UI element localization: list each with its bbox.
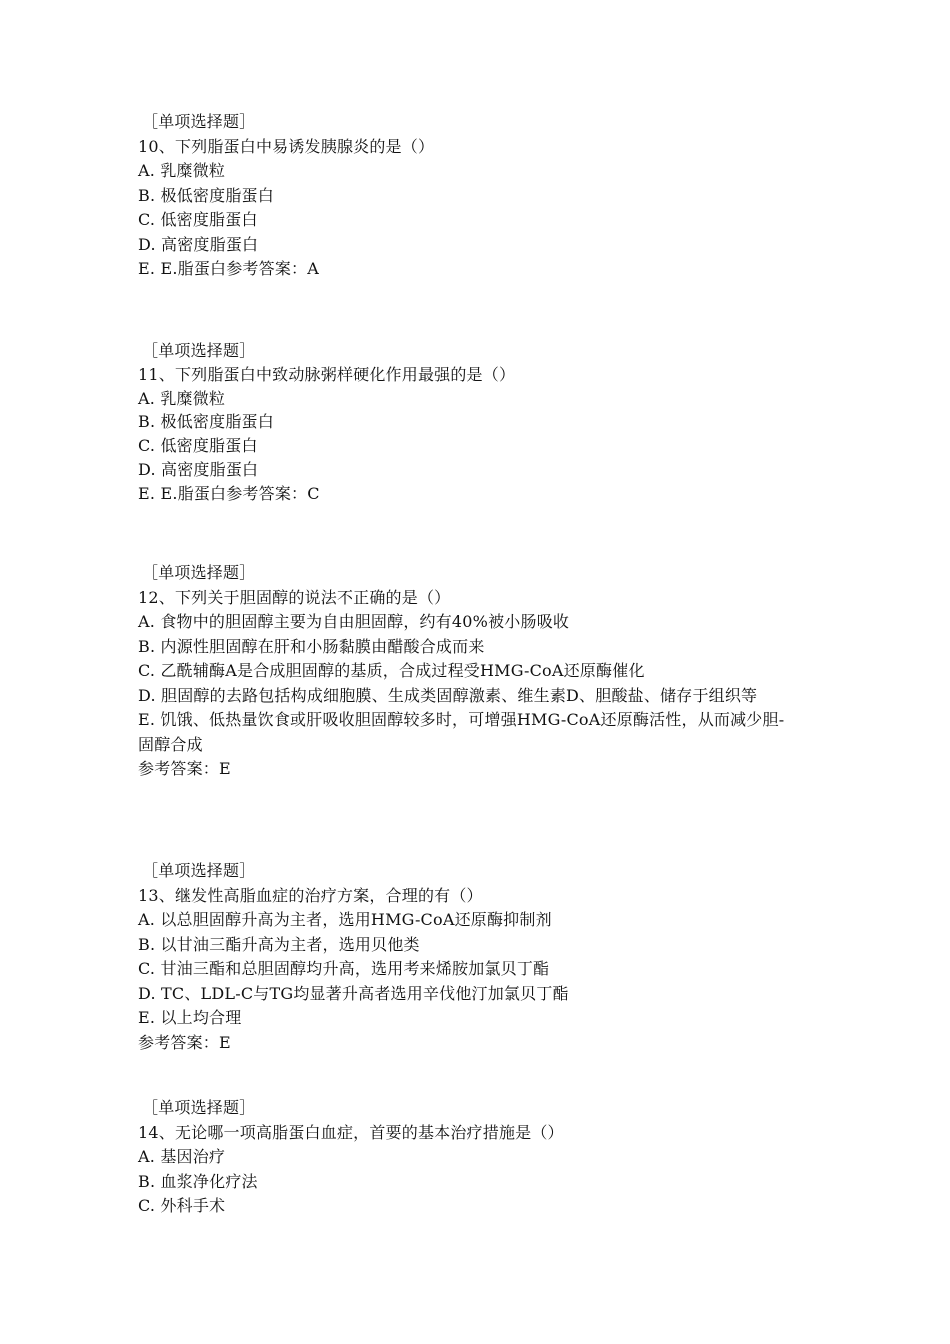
question-type: ［单项选择题］: [142, 341, 256, 360]
option-d: D. 高密度脂蛋白: [138, 459, 259, 479]
reference-answer: 参考答案：E: [138, 759, 231, 778]
question-stem: 13、继发性高脂血症的治疗方案，合理的有（）: [138, 885, 483, 905]
question-stem: 10、下列脂蛋白中易诱发胰腺炎的是（）: [138, 136, 435, 156]
option-e: E. 以上均合理: [138, 1008, 242, 1027]
question-stem: 12、下列关于胆固醇的说法不正确的是（）: [138, 587, 451, 607]
question-type: ［单项选择题］: [142, 112, 256, 131]
option-c: C. 甘油三酯和总胆固醇均升高，选用考来烯胺加氯贝丁酯: [138, 959, 550, 978]
question-11: [138, 339, 798, 506]
question-12: [138, 561, 798, 782]
question-type: ［单项选择题］: [142, 861, 256, 880]
option-d: D. 胆固醇的去路包括构成细胞膜、生成类固醇激素、维生素D、胆酸盐、储存于组织等: [138, 685, 758, 705]
option-b: B. 极低密度脂蛋白: [138, 185, 274, 205]
option-b: B. 极低密度脂蛋白: [138, 412, 274, 432]
option-a: A. 食物中的胆固醇主要为自由胆固醇，约有40%被小肠吸收: [138, 612, 570, 631]
option-d: D. TC、LDL-C与TG均显著升高者选用辛伐他汀加氯贝丁酯: [138, 983, 569, 1003]
question-stem: 14、无论哪一项高脂蛋白血症，首要的基本治疗措施是（）: [138, 1122, 564, 1142]
option-e: E. E.脂蛋白参考答案：C: [138, 483, 320, 503]
option-d: D. 高密度脂蛋白: [138, 234, 259, 254]
option-b: B. 内源性胆固醇在肝和小肠黏膜由醋酸合成而来: [138, 636, 485, 656]
option-a: A. 乳糜微粒: [138, 388, 226, 408]
option-a: A. 基因治疗: [138, 1147, 226, 1167]
option-c: C. 乙酰辅酶A是合成胆固醇的基质，合成过程受HMG-CoA还原酶催化: [138, 661, 645, 680]
question-type: ［单项选择题］: [142, 1098, 256, 1117]
question-type: ［单项选择题］: [142, 563, 256, 582]
option-a: A. 乳糜微粒: [138, 161, 226, 180]
question-10: [138, 110, 798, 282]
question-13: [138, 859, 798, 1055]
option-c: C. 低密度脂蛋白: [138, 436, 258, 456]
option-c: C. 低密度脂蛋白: [138, 210, 258, 229]
option-b: B. 血浆净化疗法: [138, 1171, 258, 1191]
option-e: E. 饥饿、低热量饮食或肝吸收胆固醇较多时，可增强HMG-CoA还原酶活性，从而减少胆-固醇合成: [138, 710, 785, 754]
question-stem: 11、下列脂蛋白中致动脉粥样硬化作用最强的是（）: [138, 364, 516, 384]
reference-answer: 参考答案：E: [138, 1032, 231, 1052]
option-c: C. 外科手术: [138, 1196, 226, 1216]
option-e: E. E.脂蛋白参考答案：A: [138, 259, 319, 278]
question-14: [138, 1096, 798, 1219]
option-b: B. 以甘油三酯升高为主者，选用贝他类: [138, 934, 420, 954]
option-a: A. 以总胆固醇升高为主者，选用HMG-CoA还原酶抑制剂: [138, 910, 552, 929]
